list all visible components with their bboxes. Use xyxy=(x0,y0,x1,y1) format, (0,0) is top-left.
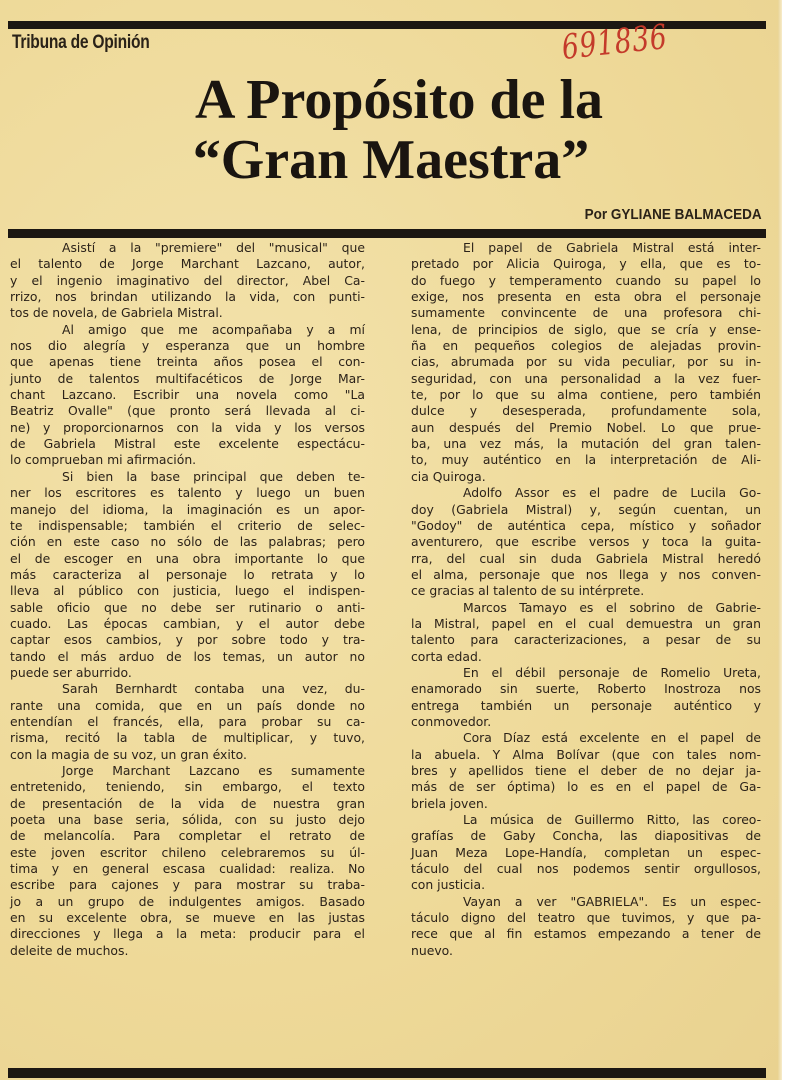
paragraph xyxy=(10,763,365,959)
paragraph xyxy=(411,600,761,665)
text-line: lleva al público con justicia, luego el indispen- xyxy=(10,583,365,599)
text-line: cia Quiroga. xyxy=(411,468,486,484)
text-line: do fuego y temperamento cuando su papel lo xyxy=(411,272,761,288)
text-line: ne) y proporcionarnos con la vida y los versos xyxy=(10,419,365,435)
text-line: puede ser aburrido. xyxy=(10,664,132,680)
text-line: en su excelente obra, se mueve en las justas xyxy=(10,910,365,926)
text-line: sumamente convincente de una profesora chi- xyxy=(411,305,761,321)
text-line: seguridad, con una personalidad a la vez fuer- xyxy=(411,370,761,386)
text-line: chant Lazcano. Escribir una novela como "La xyxy=(10,387,365,403)
text-line: te indispensable; también el criterio de selec- xyxy=(10,517,365,533)
text-line: ña en pequeños colegios de alejadas provin- xyxy=(411,338,761,354)
text-line: manejo del idioma, la imaginación es un apor- xyxy=(10,501,365,517)
text-line: exige, nos presenta en esta obra el personaje xyxy=(411,289,761,305)
text-line: ner los escritores es talento y luego un buen xyxy=(10,485,365,501)
text-line: lena, de principios de siglo, que se cría y ense- xyxy=(411,321,761,337)
text-line: cuado. Las épocas cambian, y el autor debe xyxy=(10,615,365,631)
text-line: Vayan a ver "GABRIELA". Es un espec- xyxy=(463,893,761,909)
text-line: pretado por Alicia Quiroga, y ella, que es to- xyxy=(411,256,761,272)
text-line: enamorado sin suerte, Roberto Inostroza nos xyxy=(411,681,761,697)
text-line: talento para caracterizaciones, a pesar de su xyxy=(411,632,761,648)
text-line: lo comprueban mi afirmación. xyxy=(10,452,197,468)
headline-line-2: “Gran Maestra” xyxy=(192,129,590,191)
text-line: rrizo, nos brindan utilizando la vida, con punti- xyxy=(10,289,365,305)
text-line: En el débil personaje de Romelio Ureta, xyxy=(463,664,761,680)
text-line: Cora Díaz está excelente en el papel de xyxy=(463,730,761,746)
text-line: poeta una base seria, sólida, con su justo dejo xyxy=(10,812,365,828)
text-line: tima y en general escasa cualidad: realiza. No xyxy=(10,861,365,877)
text-line: Adolfo Assor es el padre de Lucila Go- xyxy=(463,485,761,501)
text-line: grafías de Gaby Concha, las diapositivas de xyxy=(411,828,761,844)
text-line: captar esos cambios, y por sobre todo y tra- xyxy=(10,632,365,648)
text-line: cias, abrumada por su vida peculiar, por su in- xyxy=(411,354,761,370)
paragraph xyxy=(411,894,761,959)
paragraph xyxy=(10,681,365,763)
text-line: entrega también un personaje auténtico y xyxy=(411,697,761,713)
text-line: Jorge Marchant Lazcano es sumamente xyxy=(62,763,365,778)
paragraph xyxy=(411,240,761,485)
text-line: junto de talentos multifacéticos de Jorge Mar- xyxy=(10,370,365,386)
text-line: te, por lo que su alma contiene, pero también xyxy=(411,387,761,403)
text-line: sable oficio que no debe ser rutinario o anti- xyxy=(10,599,365,615)
text-line: rante una comida, que en un país donde no xyxy=(10,697,365,713)
text-line: conmovedor. xyxy=(411,713,492,729)
text-line: nos dio alegría y esperanza que un hombre xyxy=(10,338,365,354)
text-line: jo a un grupo de indulgentes amigos. Basado xyxy=(10,893,365,909)
text-line: doy (Gabriela Mistral) y, según cuentan, un xyxy=(411,501,761,517)
text-line: más de ser óptima) lo es en el papel de Ga- xyxy=(411,779,761,795)
text-line: corta edad. xyxy=(411,648,482,664)
text-line: dulce y desesperada, profundamente sola, xyxy=(411,403,761,419)
text-line: tos de novela, de Gabriela Mistral. xyxy=(10,305,223,321)
text-line: Si bien la base principal que deben te- xyxy=(62,468,365,484)
text-line: de presentación de la vida de nuestra gran xyxy=(10,795,365,811)
text-line: Sarah Bernhardt contaba una vez, du- xyxy=(62,681,365,697)
bottom-rule xyxy=(8,1068,766,1078)
text-line: aun después del Premio Nobel. Lo que prue- xyxy=(411,419,761,435)
text-line: rece que al fin estamos empezando a tener de xyxy=(411,926,761,942)
text-line: con la magia de su voz, un gran éxito. xyxy=(10,746,247,762)
byline: Por GYLIANE BALMACEDA xyxy=(584,206,762,223)
text-line: Al amigo que me acompañaba y a mí xyxy=(62,321,365,337)
header-rule xyxy=(8,229,766,238)
text-line: el talento de Jorge Marchant Lazcano, autor, xyxy=(10,256,365,272)
text-line: Asistí a la "premiere" del "musical" que xyxy=(62,240,365,255)
text-line: más caracteriza al personaje lo retrata y lo xyxy=(10,566,365,582)
text-line: y el ingenio imaginativo del director, Abel Ca- xyxy=(10,272,365,288)
text-line: que apenas tiene treinta años posea el con- xyxy=(10,354,365,370)
text-line: táculo del cual nos podemos sentir orgullosos, xyxy=(411,861,761,877)
text-line: la abuela. Y Alma Bolívar (que con tales nom- xyxy=(411,746,761,762)
text-line: táculo digno del teatro que tuvimos, y que pa- xyxy=(411,910,761,926)
paragraph xyxy=(10,240,365,322)
article-column-right xyxy=(411,240,761,959)
text-line: escribe para cajones y para mostrar su traba- xyxy=(10,877,365,893)
text-line: de Gabriela Mistral este excelente espectácu- xyxy=(10,436,365,452)
text-line: bres y apellidos tiene el deber de no dejar ja- xyxy=(411,763,761,778)
paragraph xyxy=(10,469,365,681)
text-line: de melancolía. Para completar el retrato de xyxy=(10,828,365,844)
text-line: el de escoger en una obra importante lo que xyxy=(10,550,365,566)
text-line: Beatriz Ovalle" (que pronto será llevada al ci- xyxy=(10,403,365,419)
paragraph xyxy=(10,322,365,469)
text-line: El papel de Gabriela Mistral está inter- xyxy=(463,240,761,255)
clipping-edge xyxy=(778,0,782,1080)
text-line: briela joven. xyxy=(411,795,488,811)
text-line: direcciones y llega a la meta: producir para el xyxy=(10,926,365,942)
paragraph xyxy=(411,665,761,730)
paragraph xyxy=(411,730,761,812)
text-line: tando el más arduo de los temas, un autor no xyxy=(10,648,365,664)
text-line: La música de Guillermo Ritto, las coreo- xyxy=(463,812,761,828)
text-line: entretenido, teniendo, sin embargo, el texto xyxy=(10,779,365,795)
text-line: ción en este caso no sólo de las palabras; pero xyxy=(10,534,365,550)
text-line: "Godoy" de auténtica cepa, místico y soñador xyxy=(411,517,761,533)
text-line: el alma, personaje que nos llega y nos conven- xyxy=(411,566,761,582)
text-line: nuevo. xyxy=(411,942,453,958)
paragraph xyxy=(411,485,761,599)
text-line: aventurero, que escribe versos y toca la guita- xyxy=(411,534,761,550)
text-line: ba, una vez más, la mutación del gran talen- xyxy=(411,436,761,452)
text-line: Juan Meza Lope-Handía, completan un espec- xyxy=(411,844,761,860)
section-label: Tribuna de Opinión xyxy=(12,32,150,53)
article-column-left xyxy=(10,240,365,959)
text-line: rra, del cual sin duda Gabriela Mistral heredó xyxy=(411,550,761,566)
text-line: con justicia. xyxy=(411,877,486,893)
paragraph xyxy=(411,812,761,894)
text-line: deleite de muchos. xyxy=(10,942,129,958)
text-line: este joven escritor chileno celebraremos su úl- xyxy=(10,844,365,860)
text-line: ce gracias al talento de su intérprete. xyxy=(411,583,645,599)
handwritten-accession-number: 691836 xyxy=(559,17,670,68)
text-line: la Mistral, papel en el cual demuestra un gran xyxy=(411,615,761,631)
text-line: to, muy auténtico en la interpretación de Ali- xyxy=(411,452,761,468)
headline-line-1: A Propósito de la xyxy=(194,69,604,131)
text-line: Marcos Tamayo es el sobrino de Gabrie- xyxy=(463,599,761,615)
text-line: entendían el francés, ella, para probar su ca- xyxy=(10,713,365,729)
text-line: risma, recitó la tabla de multiplicar, y tuvo, xyxy=(10,730,365,746)
